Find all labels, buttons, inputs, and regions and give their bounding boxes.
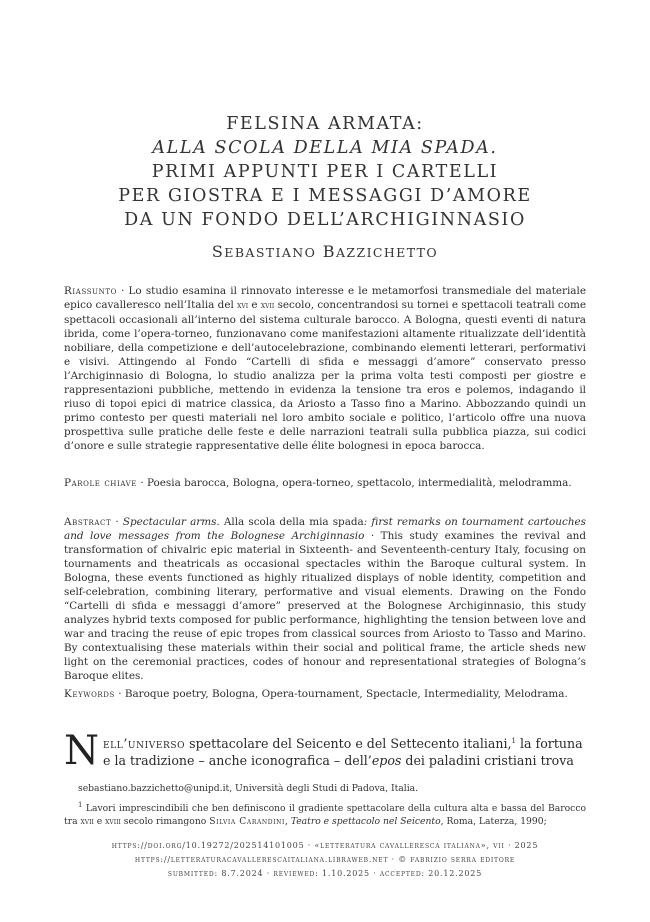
- footnote-1: $^1$ Lavori imprescindibili che ben definiscono il gradiente spettacolare della cultura alta e bassa del Barocco tra xvii e xviii secolo rimangono Silvia Carandini, Teatro e spettacolo nel Seicento, Roma, Laterza, 1990;: [64, 801, 586, 828]
- abstract-section: Abstract · Spectacular arms. Alla scola della mia spada: first remarks on tournament cartouches and love messages from the Bolognese Archiginnasio · This study examines the revival and transformation of chivalric epic material in Sixteenth- and Seventeenth-century Italy, focusing on tournaments and theatricals as occasional spectacles within the Baroque cultural system. In Bologna, these events functioned as highly ritualized displays of noble identity, competition and self-celebration, combining literary, performative and visual elements. Drawing on the Fondo “Cartelli di sfida e messaggi d’amore” preserved at the Bolognese Archiginnasio, this study analyzes hybrid texts composed for public performance, highlighting the tension between love and war and tracing the reuse of epic tropes from classical sources from Ariosto to Tasso and Marino. By contextualising these materials within their social and political frame, the article sheds new light on the ceremonial practices, codes of honour and representational strategies of Bologna’s Baroque elites.: [64, 516, 586, 682]
- doi-line[interactable]: https://doi.org/10.19272/202514101005 · «letteratura cavalleresca italiana», vii · 2025: [111, 841, 539, 850]
- publisher-line[interactable]: https://letteraturacavallerescaitaliana.libraweb.net · © fabrizio serra editore: [134, 855, 516, 864]
- title-line: PRIMI APPUNTI PER I CARTELLI: [151, 162, 499, 182]
- drop-cap: N: [64, 728, 99, 774]
- body-paragraph: Nell’universo spettacolare del Seicento e del Settecento italiani,$^1$ la fortuna e la tradizione – anche iconografica – dell’epos dei paladini cristiani trova: [64, 728, 583, 774]
- parole-chiave-label: Parole chiave: [64, 477, 138, 489]
- title-line-italic: ALLA SCOLA DELLA MIA SPADA.: [152, 138, 498, 158]
- riassunto-label: Riassunto: [64, 285, 117, 297]
- parole-chiave-section: Parole chiave · Poesia barocca, Bologna, opera-torneo, spettacolo, intermedialità, melodramma.: [64, 477, 572, 489]
- footnote-ref[interactable]: 1: [511, 737, 517, 745]
- parole-chiave-text: Poesia barocca, Bologna, opera-torneo, spettacolo, intermedialità, melodramma.: [146, 477, 572, 489]
- article-title: [60, 112, 590, 232]
- riassunto-section: Riassunto · Lo studio esamina il rinnovato interesse e le metamorfosi transmediale del materiale epico cavalleresco nell’Italia del xvi e xvii secolo, concentrandosi su tornei e spettacoli teatrali come spettacoli occasionali all’interno del sistema culturale barocco. A Bologna, questi eventi di natura ibrida, come l’opera-torneo, funzionavano come manifestazioni altamente ritualizzate dell’identità nobiliare, della competizione e dell’autocelebrazione, combinando elementi letterari, performativi e visivi. Attingendo al Fondo “Cartelli di sfida e messaggi d’amore” conservato presso l’Archiginnasio di Bologna, lo studio analizza per la prima volta testi composti per giostre e rappresentazioni pubbliche, mettendo in evidenza la tensione tra eros e polemos, indagando il riuso di topoi epici di matrice classica, da Ariosto a Tasso fino a Marino. Abbozzando quindi un primo contesto per questi materiali nel loro ambito sociale e politico, l’articolo offre una nuova prospettiva sulle pratiche delle feste e delle narrazioni teatrali sulla pubblica piazza, sui codici d’onore e sulle strategie rappresentative delle élite bolognesi in epoca barocca.: [64, 285, 586, 452]
- title-line: FELSINA ARMATA:: [226, 114, 424, 134]
- keywords-text: Baroque poetry, Bologna, Opera-tournament, Spectacle, Intermediality, Melodrama.: [124, 688, 568, 700]
- riassunto-text-c: secolo, concentrandosi su tornei e spettacoli teatrali come spettacoli occasionali all’interno del sistema culturale barocco. A Bologna, questi eventi di natura ibrida, come l’opera-torneo, funzionavano come manifestazioni altamente ritualizzate dell’identità nobiliare, della competizione e dell’autocelebrazione, combinando elementi letterari, performativi e visivi. Attingendo al Fondo “Cartelli di sfida e messaggi d’amore” conservato presso l’Archiginnasio di Bologna, lo studio analizza per la prima volta testi composti per giostre e rappresentazioni pubbliche, mettendo in evidenza la tensione tra eros e polemos, indagando il riuso di topoi epici di matrice classica, da Ariosto a Tasso fino a Marino. Abbozzando quindi un primo contesto per questi materiali nel loro ambito sociale e politico, l’articolo offre una nuova prospettiva sulle pratiche delle feste e delle narrazioni teatrali sulla pubblica piazza, sui codici d’onore e sulle strategie rappresentative delle élite bolognesi in epoca barocca.: [64, 299, 586, 452]
- affiliation-note: sebastiano.bazzichetto@unipd.it, Università degli Studi di Padova, Italia.: [78, 783, 419, 794]
- title-line: PER GIOSTRA E I MESSAGGI D’AMORE: [118, 186, 532, 206]
- keywords-section: Keywords · Baroque poetry, Bologna, Opera-tournament, Spectacle, Intermediality, Melodrama.: [64, 688, 568, 700]
- keywords-label: Keywords: [64, 688, 115, 700]
- riassunto-text-a: Lo studio esamina il rinnovato interesse e le metamorfosi transmediale del materiale epico cavalleresco nell’Italia del: [64, 285, 586, 311]
- abstract-label: Abstract: [64, 516, 112, 528]
- title-line: DA UN FONDO DELL’ARCHIGINNASIO: [124, 210, 526, 230]
- dates-line: submitted: 8.7.2024 · reviewed: 1.10.2025 · accepted: 20.12.2025: [167, 869, 483, 878]
- abstract-text: This study examines the revival and transformation of chivalric epic material in Sixteenth- and Seventeenth-century Italy, focusing on tournaments and theatricals as occasional spectacles within the Baroque cultural system. In Bologna, these events functioned as highly ritualized displays of noble identity, competition and self-celebration, combining literary, performative and visual elements. Drawing on the Fondo “Cartelli di sfida e messaggi d’amore” preserved at the Bolognese Archiginnasio, this study analyzes hybrid texts composed for public performance, highlighting the tension between love and war and tracing the reuse of epic tropes from classical sources from Ariosto to Tasso and Marino. By contextualising these materials within their social and political frame, the article sheds new light on the ceremonial practices, codes of honour and representational strategies of Bologna’s Baroque elites.: [64, 530, 586, 682]
- author-name: SEBASTIANO BAZZICHETTO: [211, 242, 439, 261]
